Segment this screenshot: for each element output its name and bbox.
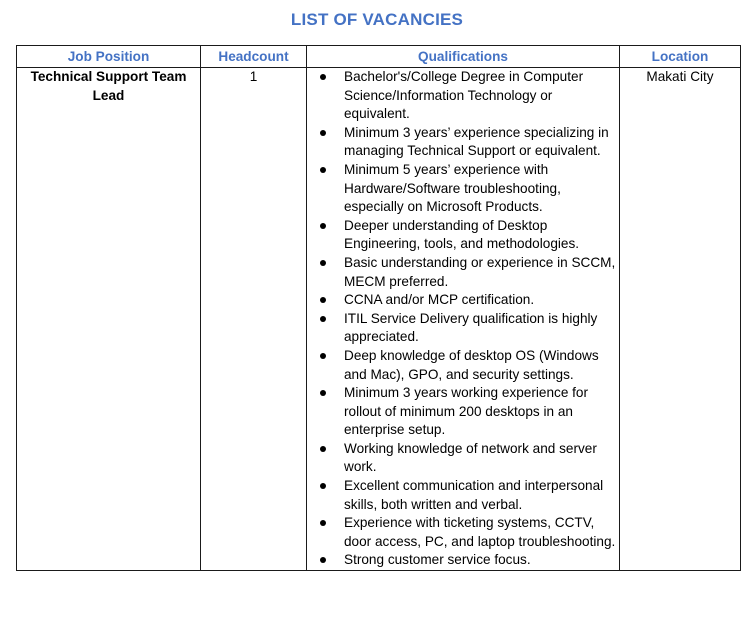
location-cell: Makati City (620, 68, 741, 571)
table-header-row (17, 46, 741, 68)
qualification-item: CCNA and/or MCP certification. (307, 291, 619, 310)
qualification-item: Excellent communication and interpersonal skills, both written and verbal. (307, 477, 619, 514)
table-row (17, 68, 741, 571)
qualification-item: Experience with ticketing systems, CCTV, door access, PC, and laptop troubleshooting. (307, 514, 619, 551)
qualification-item: ITIL Service Delivery qualification is highly appreciated. (307, 310, 619, 347)
qualification-item: Deep knowledge of desktop OS (Windows and Mac), GPO, and security settings. (307, 347, 619, 384)
job-position-cell: Technical Support Team Lead (17, 68, 201, 571)
qualification-item: Bachelor's/College Degree in Computer Science/Information Technology or equivalent. (307, 68, 619, 124)
qualification-item: Minimum 3 years working experience for rollout of minimum 200 desktops in an enterprise setup. (307, 384, 619, 440)
qualification-item: Minimum 3 years’ experience specializing in managing Technical Support or equivalent. (307, 124, 619, 161)
header-location: Location (620, 46, 741, 68)
page-title: LIST OF VACANCIES (290, 10, 464, 29)
header-headcount: Headcount (201, 46, 307, 68)
qualification-item: Minimum 5 years’ experience with Hardware/Software troubleshooting, especially on Microsoft Products. (307, 161, 619, 217)
qualification-item: Basic understanding or experience in SCCM, MECM preferred. (307, 254, 619, 291)
qualifications-list (307, 68, 619, 570)
qualification-item: Strong customer service focus. (307, 551, 619, 570)
vacancies-table (16, 45, 741, 571)
qualifications-cell (307, 68, 620, 571)
header-job-position: Job Position (17, 46, 201, 68)
header-qualifications: Qualifications (307, 46, 620, 68)
headcount-cell: 1 (201, 68, 307, 571)
qualification-item: Deeper understanding of Desktop Engineering, tools, and methodologies. (307, 217, 619, 254)
qualification-item: Working knowledge of network and server work. (307, 440, 619, 477)
